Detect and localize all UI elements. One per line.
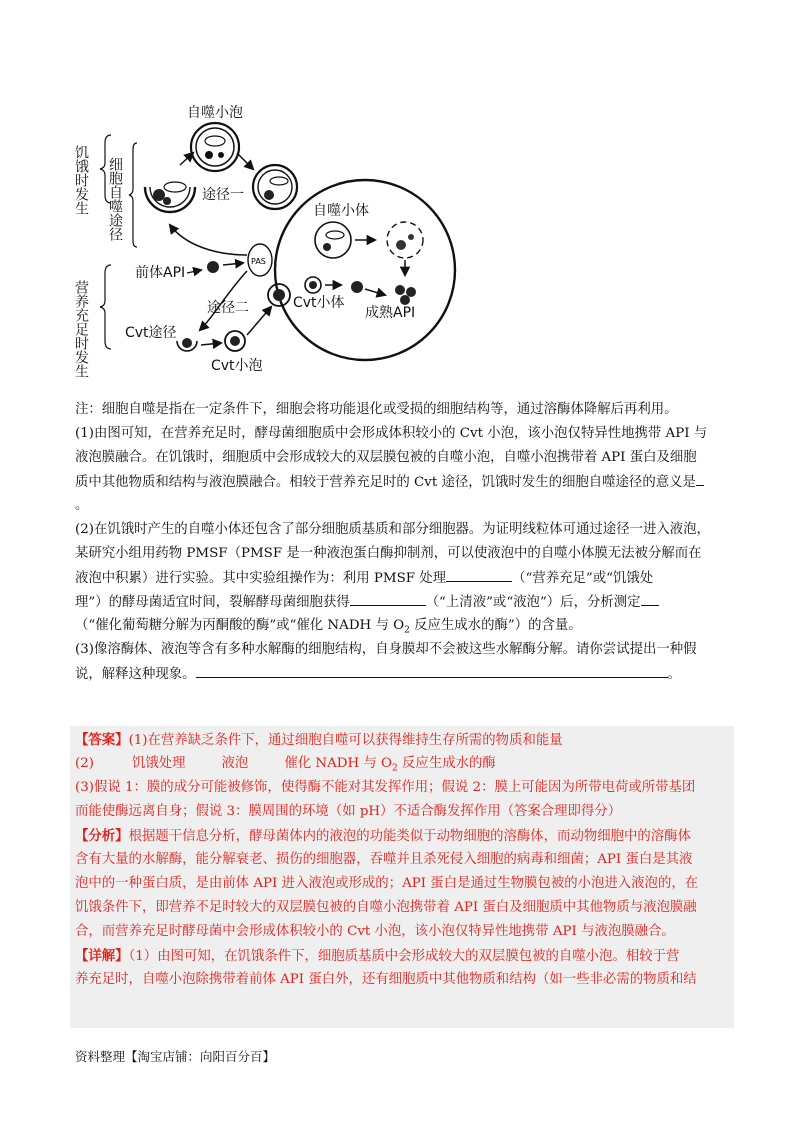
analysis-line3: 泡中的一种蛋白质，是由前体 API 进入液泡或形成的；API 蛋白是通过生物膜包被的小泡进入液泡的，在 <box>75 876 699 891</box>
q3-line2: 说，解释这种现象。 。 <box>75 662 735 686</box>
q2-blank-3[interactable] <box>641 590 659 606</box>
precursor-api-label: 前体API <box>135 265 186 281</box>
q2-line5: （“催化葡萄糖分解为丙酮酸的酶”或“催化 NADH 与 $O_2$ 反应生成水的酶”）的含量。 <box>75 618 582 636</box>
analysis-line4: 饥饿条件下，即营养不足时较大的双层膜包被的自噬小泡携带着 API 蛋白及细胞质中其他物质与液泡膜融 <box>75 900 697 915</box>
answer-line1: 【答案】(1)在营养缺乏条件下，通过细胞自噬可以获得维持生存所需的物质和能量 <box>75 732 563 748</box>
q3-blank[interactable] <box>196 662 668 678</box>
question-block <box>75 398 735 686</box>
analysis-line2: 含有大量的水解酶，能分解衰老、损伤的细胞器，吞噬并且杀死侵入细胞的病毒和细菌；API 蛋白是其液 <box>75 852 693 867</box>
autophagosome-fusing <box>253 165 297 209</box>
path1-label: 途径一 <box>202 187 244 203</box>
svg-text:饥饿时发生: 饥饿时发生 <box>73 145 89 215</box>
analysis-line5: 合，而营养充足时酵母菌中会形成体积较小的 Cvt 小泡，该小泡仅特异性地携带 API 与液泡膜融合。 <box>75 924 675 939</box>
cvt-body <box>305 277 321 293</box>
path2-label: 途径二 <box>207 300 249 316</box>
svg-text:细胞自噬途径: 细胞自噬途径 <box>107 157 123 241</box>
detail-line1: 【详解】（1）由图可知，在饥饿条件下，细胞质基质中会形成较大的双层膜包被的自噬小泡。相较于营 <box>75 948 680 964</box>
answer-line4: 而能使酶远离自身；假说 3：膜周围的环境（如 pH）不适合酶发挥作用（答案合理即得分） <box>75 804 622 819</box>
q2-blank-2[interactable] <box>350 590 426 606</box>
nutrient-label <box>73 279 89 378</box>
cvt-path-label: Cvt途径 <box>125 325 177 341</box>
autophagic-body <box>315 222 351 258</box>
footer-source: 资料整理【淘宝店铺：向阳百分百】 <box>75 1049 276 1064</box>
autophagy-brace <box>129 143 137 247</box>
nutrient-brace <box>100 265 111 349</box>
precursor-api <box>207 261 219 273</box>
autophagic-body-label: 自噬小体 <box>313 203 369 219</box>
forming-autophagosome <box>145 182 195 212</box>
degrading-autophagic-body <box>387 222 423 258</box>
autophagosome <box>191 123 239 171</box>
q1-line1: (1)由图可知，在营养充足时，酵母菌细胞质中会形成体积较小的 Cvt 小泡，该小泡仅特异性地携带 API 与 <box>75 426 708 441</box>
q2-line3: 液泡中积累）进行实验。其中实验组操作为：利用 PMSF 处理 （“营养充足”或“饥饿处 <box>75 566 735 590</box>
mature-api-cluster <box>395 285 416 305</box>
answer-block <box>75 728 735 992</box>
cvt-body-label: Cvt小体 <box>293 295 345 311</box>
mature-api-label: 成熟API <box>365 305 416 321</box>
q2-line4: 理”）的酵母菌适宜时间，裂解酵母菌细胞获得 （“上清液”或“液泡”）后，分析测定 <box>75 590 735 614</box>
q2-line2: 某研究小组用药物 PMSF（PMSF 是一种液泡蛋白酶抑制剂，可以使液泡中的自噬小体膜无法被分解而在 <box>75 546 702 561</box>
q1-line2: 液泡膜融合。在饥饿时，细胞质中会形成较大的双层膜包被的自噬小泡，自噬小泡携带着 API 蛋白及细胞 <box>75 450 697 465</box>
autophagy-diagram <box>75 95 455 385</box>
q2-line1: (2)在饥饿时产生的自噬小体还包含了部分细胞质基质和部分细胞器。为证明线粒体可通过途径一进入液泡， <box>75 522 710 537</box>
svg-text:PAS: PAS <box>251 257 266 266</box>
cvt-vesicle <box>225 331 245 351</box>
cvt-vesicle-label: Cvt小泡 <box>211 358 263 374</box>
detail-line2: 养充足时，自噬小泡除携带着前体 API 蛋白外，还有细胞质中其他物质和结构（如一些非必需的物质和结 <box>75 972 697 987</box>
cvt-vesicle-fusing <box>268 284 290 306</box>
cvt-forming <box>177 338 197 351</box>
q1-line4: 。 <box>75 498 89 513</box>
note: 注：细胞自噬是指在一定条件下，细胞会将功能退化或受损的细胞结构等，通过溶酶体降解后再利用。 <box>75 402 678 417</box>
svg-text:营养充足时发生: 营养充足时发生 <box>73 280 89 378</box>
autophagosome-label: 自噬小泡 <box>187 105 243 121</box>
pas <box>248 244 272 276</box>
hunger-label <box>73 144 89 215</box>
answer-line2: (2) 饥饿处理 液泡 催化 NADH 与 $O_2$ 反应生成水的酶 <box>75 756 496 774</box>
answer-line3: (3)假说 1：膜的成分可能被修饰，使得酶不能对其发挥作用；假说 2：膜上可能因为所带电荷或所带基团 <box>75 780 696 795</box>
q1-blank[interactable] <box>696 470 704 486</box>
autophagy-path-label <box>107 157 123 241</box>
cvt-body-2 <box>351 281 363 293</box>
q3-line1: (3)像溶酶体、液泡等含有多种水解酶的细胞结构，自身膜却不会被这些水解酶分解。请你尝试提出一种假 <box>75 642 697 657</box>
q1-line3: 质中其他物质和结构与液泡膜融合。相较于营养充足时的 Cvt 途径，饥饿时发生的细胞自噬途径的意义是 <box>75 470 735 494</box>
analysis-line1: 【分析】根据题干信息分析，酵母菌体内的液泡的功能类似于动物细胞的溶酶体，而动物细胞中的溶酶体 <box>75 828 691 844</box>
q2-blank-1[interactable] <box>446 566 512 582</box>
